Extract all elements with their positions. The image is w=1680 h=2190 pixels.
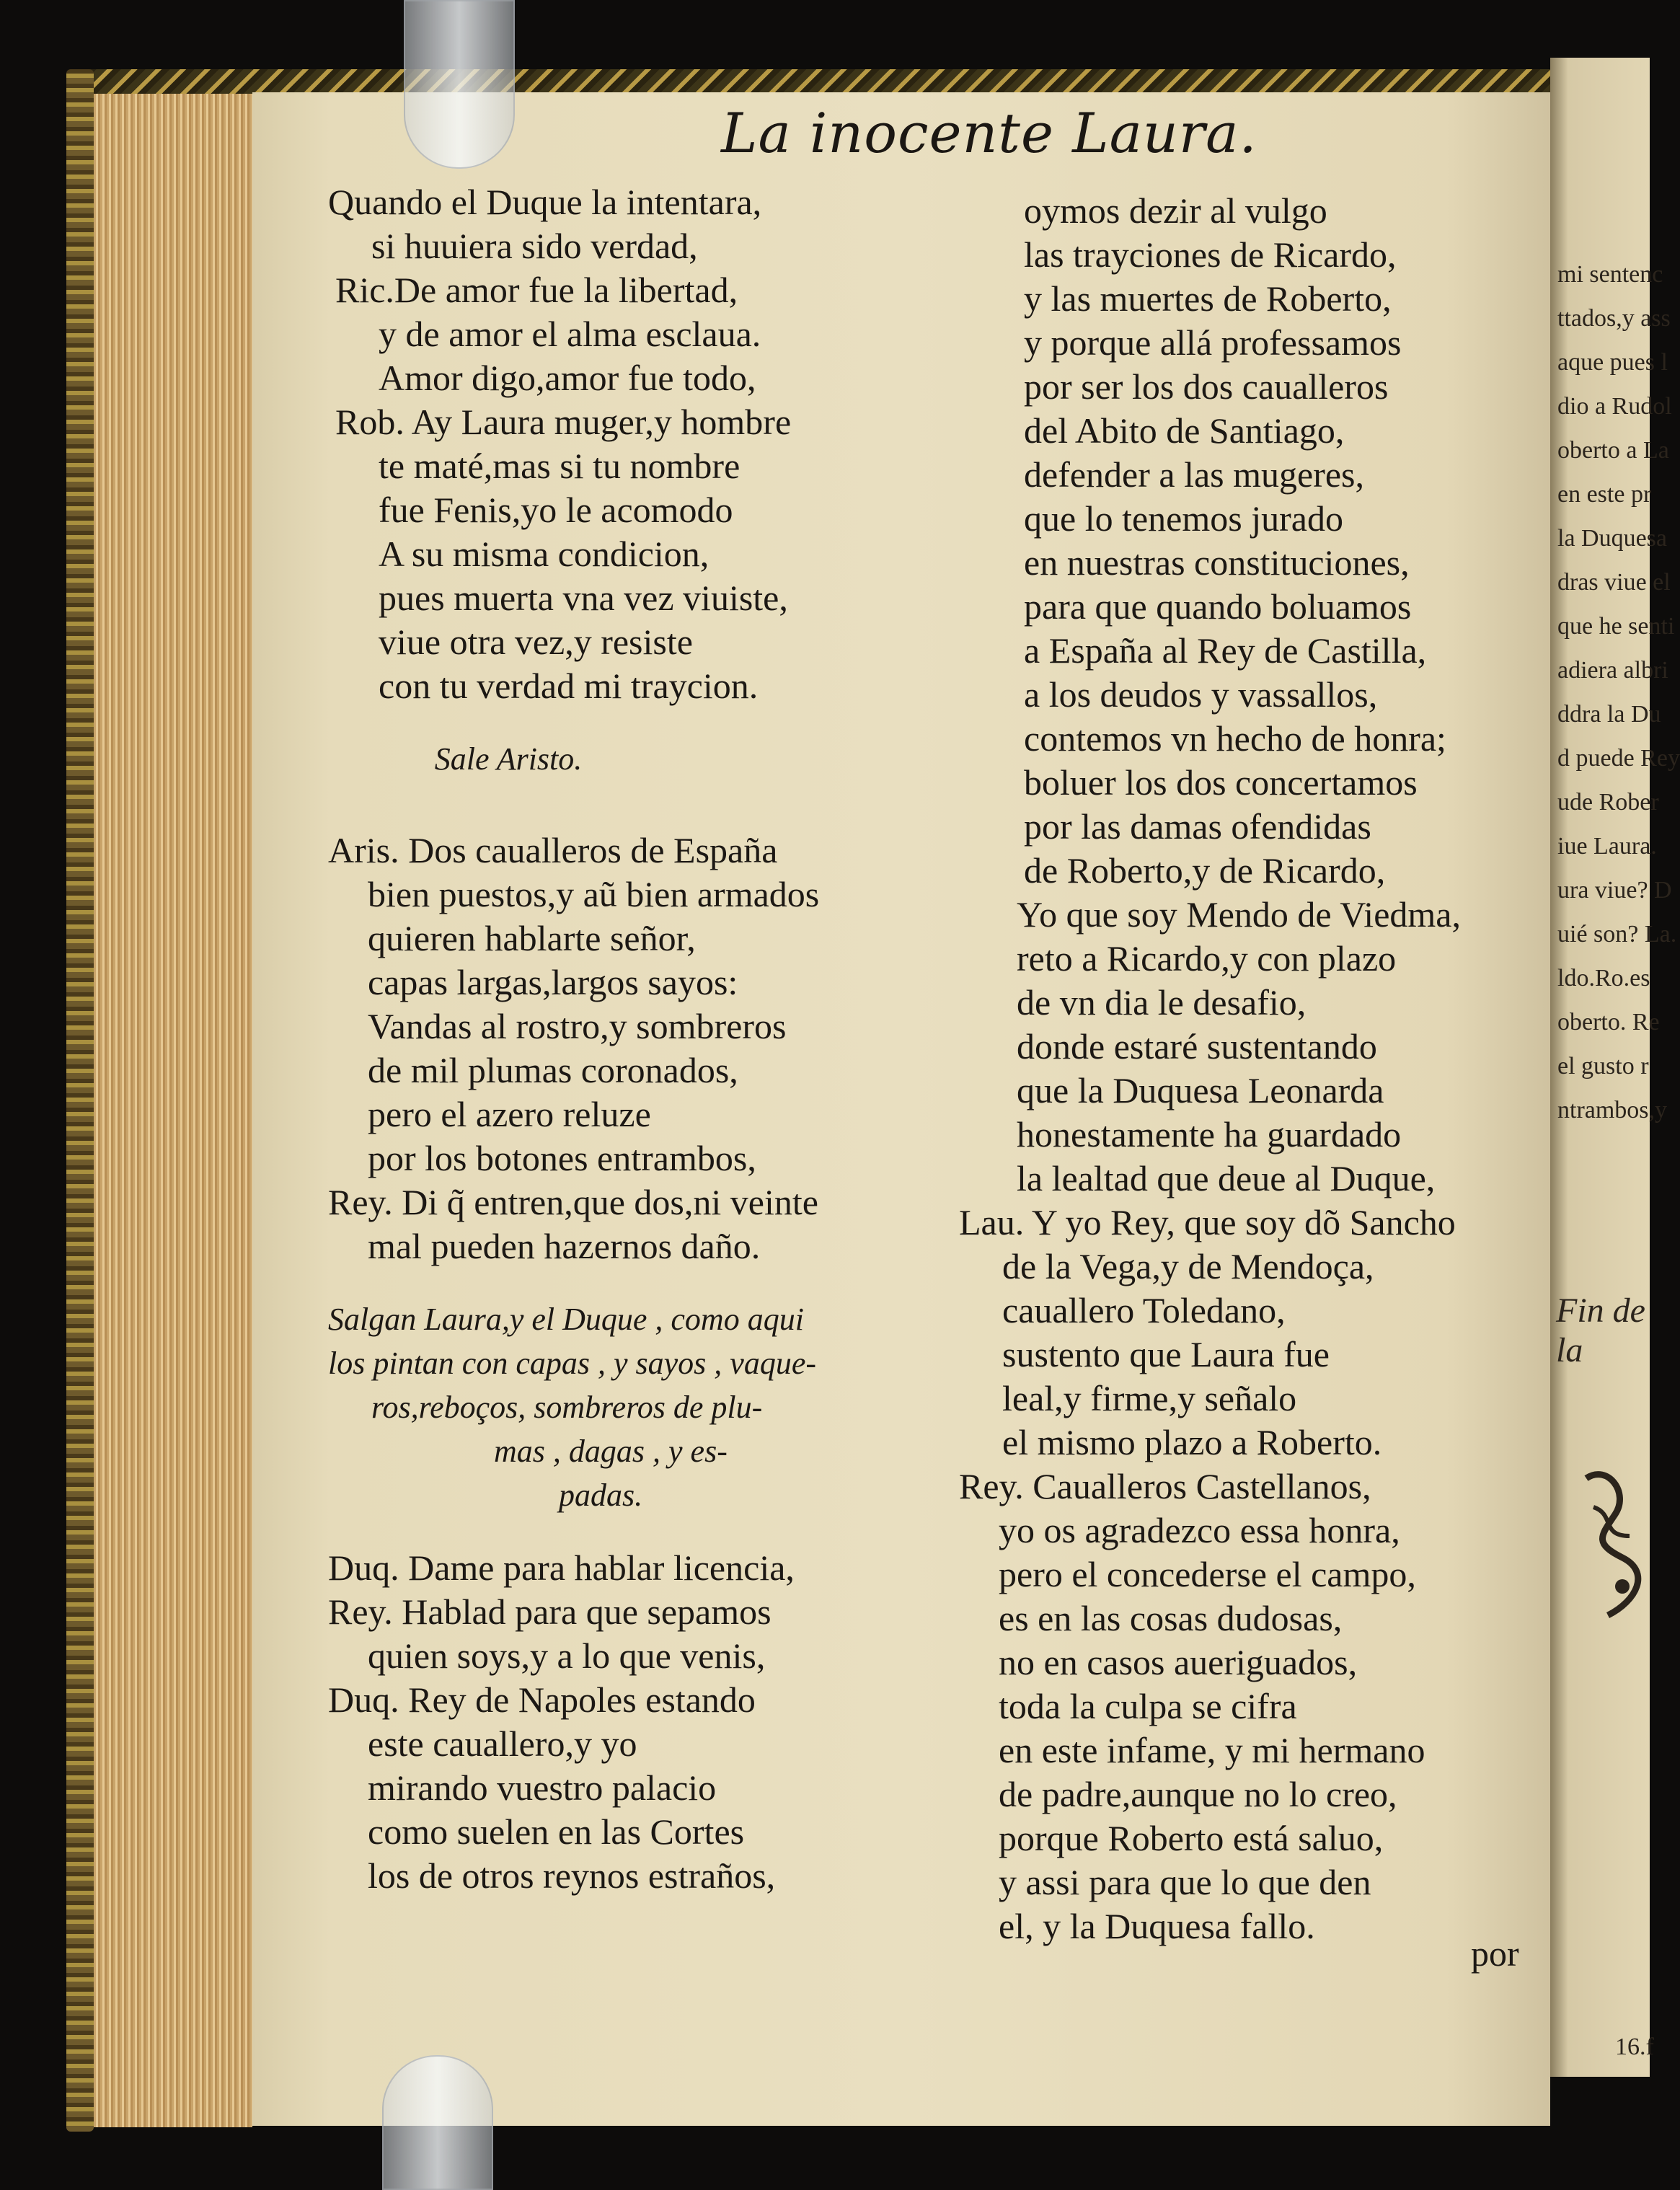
text-line: es en las cosas dudosas, (999, 1598, 1343, 1638)
text-line: a España al Rey de Castilla, (1024, 630, 1427, 671)
text-line: de Roberto,y de Ricardo, (1024, 850, 1386, 891)
text-line: aque pues l (1557, 349, 1668, 376)
text-line: por las damas ofendidas (1024, 806, 1371, 847)
text-line: este cauallero,y yo (368, 1723, 637, 1764)
stage-direction: los pintan con capas , y sayos , vaque- (328, 1346, 816, 1381)
text-line: cauallero Toledano, (1002, 1290, 1286, 1330)
text-line: uié son? La. (1557, 921, 1677, 948)
text-line: con tu verdad mi traycion. (379, 666, 759, 706)
text-line: viue otra vez,y resiste (379, 622, 693, 662)
text-line: honestamente ha guardado (1017, 1114, 1402, 1154)
text-line: mirando vuestro palacio (368, 1767, 717, 1808)
stage-direction: ros,reboços, sombreros de plu- (371, 1390, 763, 1425)
spacer (328, 1517, 963, 1546)
text-line: Yo que soy Mendo de Viedma, (1017, 894, 1461, 935)
text-line: ldo.Ro.es (1557, 965, 1650, 992)
text-line: de mil plumas coronados, (368, 1050, 738, 1090)
fin-heading: Fin de la (1556, 1292, 1645, 1369)
text-line: ddra la Du (1557, 701, 1661, 728)
text-line: de vn dia le desafio, (1017, 982, 1307, 1023)
stage-direction: padas. (559, 1478, 643, 1513)
text-line: fue Fenis,yo le acomodo (379, 490, 733, 530)
text-line: adiera albri (1557, 657, 1668, 684)
text-line: Rey. Di q̃ entren,que dos,ni veinte (328, 1182, 818, 1222)
text-line: y de amor el alma esclaua. (379, 314, 761, 354)
signature-mark: 16.f (1615, 2034, 1654, 2060)
text-line: Vandas al rostro,y sombreros (368, 1006, 787, 1046)
text-line: bien puestos,y aũ bien armados (368, 874, 820, 914)
page-block-edge (94, 94, 252, 2127)
text-line: ntrambos,y (1557, 1097, 1668, 1123)
text-line: contemos vn hecho de honra; (1024, 718, 1446, 759)
text-line: el mismo plazo a Roberto. (1002, 1422, 1382, 1462)
left-column (328, 180, 963, 1898)
text-line: no en casos aueriguados, (999, 1642, 1358, 1682)
text-line: Duq. Rey de Napoles estando (328, 1679, 756, 1720)
text-line: yo os agradezco essa honra, (999, 1510, 1400, 1550)
text-line: toda la culpa se cifra (999, 1686, 1297, 1726)
adjacent-page (1550, 58, 1680, 2077)
text-line: en nuestras constituciones, (1024, 542, 1410, 583)
text-line: y porque allá professamos (1024, 322, 1402, 363)
text-line: defender a las mugeres, (1024, 454, 1364, 495)
text-line: Duq. Dame para hablar licencia, (328, 1547, 795, 1588)
text-line: Quando el Duque la intentara, (328, 182, 762, 222)
stage-direction: mas , dagas , y es- (494, 1434, 728, 1469)
text-line: leal,y firme,y señalo (1002, 1378, 1297, 1418)
text-line: reto a Ricardo,y con plazo (1017, 938, 1397, 979)
text-line: de padre,aunque no lo creo, (999, 1774, 1397, 1814)
spacer (328, 1268, 963, 1297)
text-line: si huuiera sido verdad, (371, 226, 698, 266)
text-line: Amor digo,amor fue todo, (379, 358, 756, 398)
text-line: para que quando boluamos (1024, 586, 1412, 627)
text-line: como suelen en las Cortes (368, 1811, 745, 1852)
adjacent-page-text (1557, 252, 1680, 1132)
text-line: d puede Rey (1557, 745, 1680, 772)
text-line: Ric.De amor fue la libertad, (335, 270, 738, 310)
text-line: en este pr (1557, 481, 1652, 508)
text-line: pero el concederse el campo, (999, 1554, 1416, 1594)
text-line: por ser los dos caualleros (1024, 366, 1389, 407)
text-line: que la Duquesa Leonarda (1017, 1070, 1384, 1111)
text-line: oberto. Re (1557, 1009, 1660, 1036)
text-line: quien soys,y a lo que venis, (368, 1635, 766, 1676)
page-clip (404, 0, 515, 169)
text-line: quieren hablarte señor, (368, 918, 696, 958)
text-line: ttados,y ass (1557, 305, 1671, 332)
text-line: mi sentenc (1557, 261, 1663, 288)
text-line: los de otros reynos estraños, (368, 1855, 776, 1896)
text-line: Aris. Dos caualleros de España (328, 830, 778, 870)
text-line: oymos dezir al vulgo (1024, 190, 1327, 231)
stage-direction: Salgan Laura,y el Duque , como aqui (328, 1302, 804, 1337)
text-line: la lealtad que deue al Duque, (1017, 1158, 1436, 1198)
text-line: en este infame, y mi hermano (999, 1730, 1425, 1770)
text-line: mal pueden hazernos daño. (368, 1226, 761, 1266)
running-head: La inocente Laura. (721, 101, 1257, 165)
text-line: A su misma condicion, (379, 534, 709, 574)
printer-ornament-icon (1579, 1464, 1644, 1637)
right-column (959, 189, 1557, 1948)
spacer (328, 708, 963, 737)
text-line: de la Vega,y de Mendoça, (1002, 1246, 1374, 1286)
text-line: porque Roberto está saluo, (999, 1818, 1384, 1858)
text-line: ura viue? D (1557, 877, 1672, 904)
text-line: sustento que Laura fue (1002, 1334, 1330, 1374)
text-line: pero el azero reluze (368, 1094, 651, 1134)
text-line: el, y la Duquesa fallo. (999, 1906, 1315, 1946)
text-line: Lau. Y yo Rey, que soy dõ Sancho (959, 1202, 1456, 1242)
text-line: ude Rober (1557, 789, 1659, 816)
text-line: boluer los dos concertamos (1024, 762, 1418, 803)
text-line: y assi para que lo que den (999, 1862, 1371, 1902)
text-line: te maté,mas si tu nombre (379, 446, 740, 486)
text-line: las trayciones de Ricardo, (1024, 234, 1397, 275)
gilt-binding-edge (66, 69, 94, 2132)
text-line: dras viue el (1557, 569, 1671, 596)
text-line: del Abito de Santiago, (1024, 410, 1345, 451)
text-line: Rey. Hablad para que sepamos (328, 1591, 772, 1632)
text-line: la Duquesa (1557, 525, 1668, 552)
text-line: Rey. Caualleros Castellanos, (959, 1466, 1371, 1506)
text-line: oberto a La (1557, 437, 1669, 464)
catchword: por (1471, 1933, 1519, 1974)
text-line: donde estaré sustentando (1017, 1026, 1377, 1067)
spacer (328, 781, 963, 829)
text-line: y las muertes de Roberto, (1024, 278, 1392, 319)
text-line: por los botones entrambos, (368, 1138, 756, 1178)
text-line: a los deudos y vassallos, (1024, 674, 1378, 715)
text-line: que he senti (1557, 613, 1675, 640)
stage-direction: Sale Aristo. (434, 741, 583, 777)
text-line: Rob. Ay Laura muger,y hombre (335, 402, 792, 442)
text-line: que lo tenemos jurado (1024, 498, 1343, 539)
text-line: iue Laura. (1557, 833, 1657, 860)
text-line: pues muerta vna vez viuiste, (379, 578, 788, 618)
text-line: dio a Rudol (1557, 393, 1672, 420)
page-clip (382, 2055, 493, 2190)
text-line: el gusto r (1557, 1053, 1649, 1079)
text-line: capas largas,largos sayos: (368, 962, 738, 1002)
